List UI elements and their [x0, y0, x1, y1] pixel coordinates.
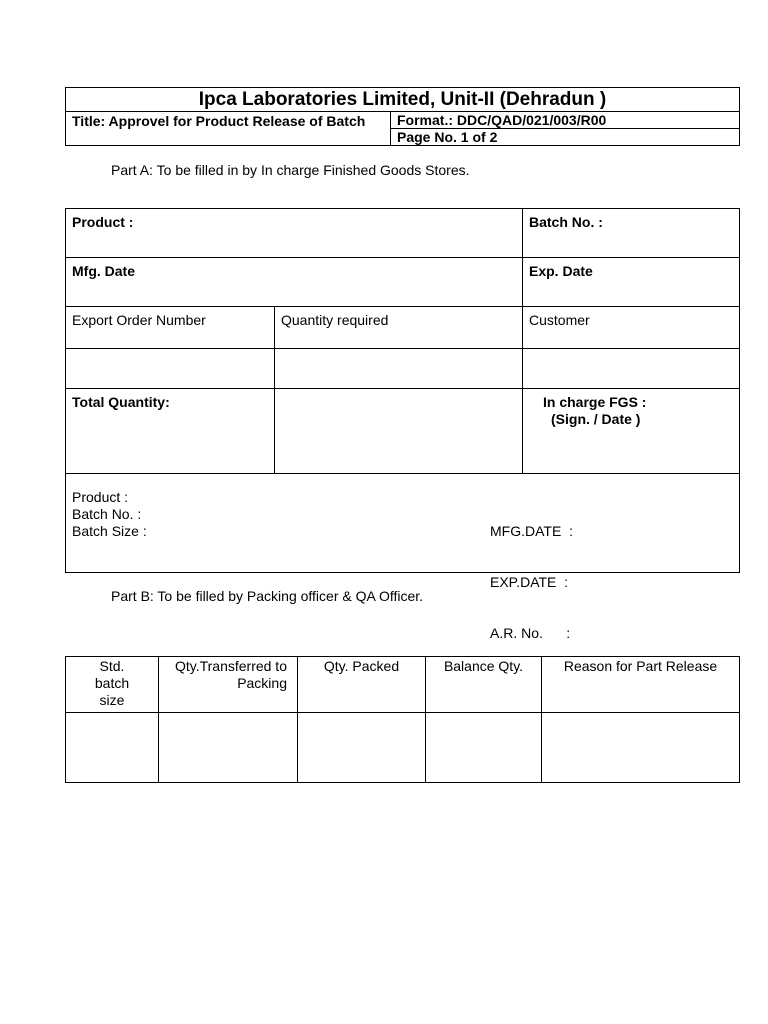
info-mfg-date-label: MFG.DATE : [490, 523, 573, 539]
export-order-header: Export Order Number [65, 306, 275, 349]
customer-cell[interactable] [522, 348, 740, 389]
batch-no-field[interactable] [522, 208, 740, 258]
batch-info-right [490, 489, 573, 676]
incharge-fgs-label: In charge FGS : [543, 394, 647, 410]
qty-transferred-header: Qty.Transferred to Packing [158, 656, 298, 713]
reason-part-release-header: Reason for Part Release [541, 656, 740, 713]
info-exp-date-label: EXP.DATE : [490, 574, 569, 590]
quantity-required-header: Quantity required [274, 306, 523, 349]
balance-qty-header: Balance Qty. [425, 656, 542, 713]
qty-packed-cell[interactable] [297, 712, 426, 783]
sign-date-label: (Sign. / Date ) [551, 411, 641, 427]
info-batch-size-label: Batch Size : [72, 523, 147, 539]
balance-qty-cell[interactable] [425, 712, 542, 783]
product-label: Product : [72, 214, 134, 230]
info-product-label: Product : [72, 489, 129, 505]
product-field[interactable] [65, 208, 523, 258]
export-order-cell[interactable] [65, 348, 275, 389]
std-batch-size-cell[interactable] [65, 712, 159, 783]
company-title: Ipca Laboratories Limited, Unit-II (Dehradun ) [65, 87, 740, 112]
mfg-date-field[interactable] [65, 257, 523, 307]
quantity-required-cell[interactable] [274, 348, 523, 389]
info-ar-no-label: A.R. No. : [490, 625, 571, 641]
part-b-instruction: Part B: To be filled by Packing officer & QA Officer. [111, 588, 424, 604]
part-a-instruction: Part A: To be filled in by In charge Finished Goods Stores. [111, 162, 470, 178]
incharge-fgs-cell[interactable] [522, 388, 740, 474]
page-number: Page No. 1 of 2 [390, 128, 740, 146]
document-title: Title: Approvel for Product Release of Batch [65, 111, 391, 146]
qty-transferred-cell[interactable] [158, 712, 298, 783]
total-quantity-cell[interactable] [274, 388, 523, 474]
total-quantity-label-cell [65, 388, 275, 474]
reason-part-release-cell[interactable] [541, 712, 740, 783]
mfg-date-label: Mfg. Date [72, 263, 135, 279]
std-batch-size-header: Std. batch size [65, 656, 159, 713]
batch-no-label: Batch No. : [529, 214, 603, 230]
customer-header: Customer [522, 306, 740, 349]
total-quantity-label: Total Quantity: [72, 394, 170, 410]
qty-packed-header: Qty. Packed [297, 656, 426, 713]
exp-date-field[interactable] [522, 257, 740, 307]
batch-info-left [72, 489, 147, 540]
info-batch-no-label: Batch No. : [72, 506, 142, 522]
format-code: Format.: DDC/QAD/021/003/R00 [390, 111, 740, 129]
exp-date-label: Exp. Date [529, 263, 593, 279]
